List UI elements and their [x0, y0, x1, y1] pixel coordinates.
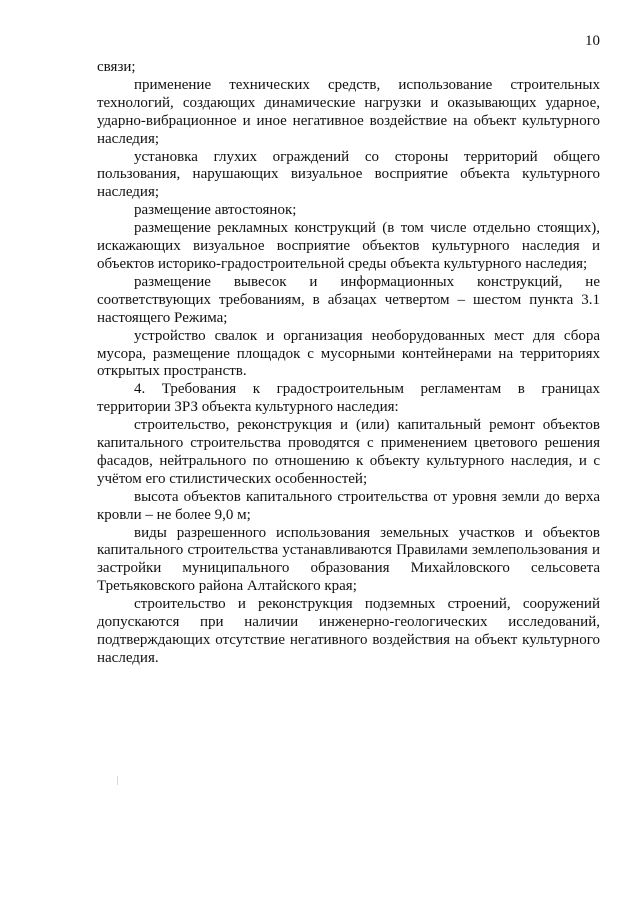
paragraph-dumps: устройство свалок и организация необорудованных мест для сбора мусора, размещение площадок с мусорными контейнерами на территориях открытых пространств.: [97, 327, 600, 380]
paragraph-underground: строительство и реконструкция подземных строений, сооружений допускаются при наличии инженерно-геологических исследований, подтверждающих отсутствие негативного воздействия на объект культурного наследия.: [97, 596, 600, 666]
paragraph-connections: связи;: [97, 59, 136, 75]
paragraph-parking: размещение автостоянок;: [134, 202, 297, 219]
paragraph-advertising: размещение рекламных конструкций (в том числе отдельно стоящих), искажающих визуальное восприятие объектов культурного наследия и объектов историко-градостроительной среды объекта культурного наследия;: [97, 220, 600, 272]
paragraph-height-limit: высота объектов капитального строительства от уровня земли до верха кровли – не более 9,0 м;: [97, 488, 600, 523]
paragraph-solid-fences: установка глухих ограждений со стороны территорий общего пользования, нарушающих визуальное восприятие объекта культурного наследия;: [97, 148, 600, 201]
paragraph-signs: размещение вывесок и информационных конструкций, не соответствующих требованиям, в абзацах четвертом – шестом пункта 3.1 настоящего Режима;: [97, 273, 600, 326]
paragraph-permitted-use: виды разрешенного использования земельных участков и объектов капитального строительства устанавливаются Правилами землепользования и застройки муниципального образования Михайловского сельсовета Третьяковского района Алтайского края;: [97, 524, 600, 595]
page-number: 10: [585, 33, 600, 49]
document-body: [97, 59, 600, 668]
paragraph-construction-color: строительство, реконструкция и (или) капитальный ремонт объектов капитального строительства проводятся с применением цветового решения фасадов, нейтрального по отношению к объекту культурного наследия, и с учётом его стилистических особенностей;: [97, 417, 600, 487]
paragraph-section-4-heading: 4. Требования к градостроительным регламентам в границах территории ЗРЗ объекта культурного наследия:: [97, 381, 600, 416]
paragraph-technical-means: применение технических средств, использование строительных технологий, создающих динамические нагрузки и оказывающих ударное, ударно-вибрационное и иное негативное воздействие на объект культурного наследия;: [97, 76, 600, 147]
scan-mark: [117, 776, 118, 785]
